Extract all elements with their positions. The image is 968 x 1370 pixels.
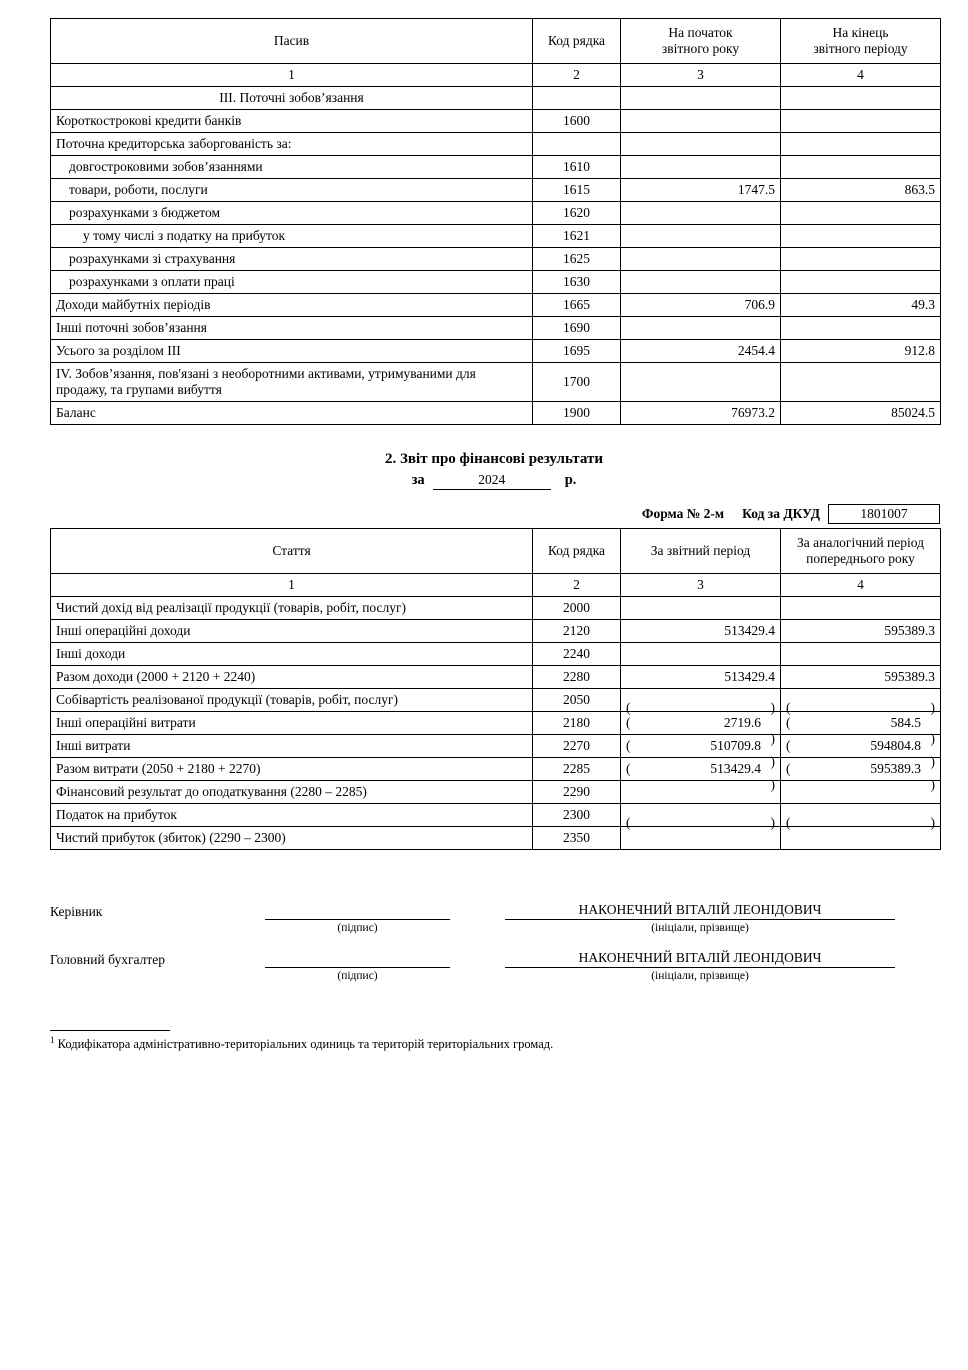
row-code: 1630	[533, 271, 621, 294]
row-code	[533, 133, 621, 156]
left-paren: (	[626, 700, 631, 715]
row-code: 2280	[533, 666, 621, 689]
accountant-name: НАКОНЕЧНИЙ ВІТАЛІЙ ЛЕОНІДОВИЧ	[505, 950, 895, 968]
right-paren: )	[770, 815, 775, 830]
row-start-value	[621, 363, 781, 402]
role-label-accountant: Головний бухгалтер	[50, 952, 165, 967]
za-label: за	[411, 472, 425, 488]
table-row	[51, 294, 941, 317]
row-code: 1695	[533, 340, 621, 363]
row-start-value	[621, 202, 781, 225]
colnum-1: 1	[51, 574, 533, 597]
row-previous-value: 595389.3	[870, 761, 921, 777]
row-previous-value	[781, 597, 941, 620]
row-current-value-cell	[621, 689, 781, 715]
header-end-of-period: На кінець звітного періоду	[781, 19, 941, 64]
caption-signature: (підпис)	[337, 970, 378, 982]
table-row	[51, 340, 941, 363]
row-code: 1700	[533, 363, 621, 402]
table-row	[51, 712, 941, 735]
row-current-value: 513429.4	[621, 620, 781, 643]
dkud-code-value: 1801007	[828, 504, 940, 524]
year-field[interactable]: 2024	[433, 472, 551, 490]
row-start-value	[621, 110, 781, 133]
colnum-2: 2	[533, 64, 621, 87]
table-row	[51, 666, 941, 689]
row-end-value	[781, 317, 941, 340]
row-label: Разом витрати (2050 + 2180 + 2270)	[51, 758, 533, 781]
signature-captions-director	[50, 922, 940, 934]
footnote-marker: 1	[50, 1035, 55, 1045]
row-code: 1621	[533, 225, 621, 248]
left-paren: (	[786, 715, 791, 731]
row-label: Фінансовий результат до оподаткування (2280 – 2285)	[51, 781, 533, 804]
row-current-value	[621, 643, 781, 666]
row-end-value	[781, 133, 941, 156]
signature-line-director[interactable]	[265, 904, 450, 920]
form-code-line	[50, 504, 940, 524]
row-label: IV. Зобов’язання, пов'язані з необоротними активами, утримуваними для продажу, та групами вибуття	[51, 363, 533, 402]
row-label: Чистий прибуток (збиток) (2290 – 2300)	[51, 827, 533, 850]
row-end-value	[781, 271, 941, 294]
row-end-value	[781, 87, 941, 110]
table-row	[51, 225, 941, 248]
row-previous-value: 595389.3	[781, 666, 941, 689]
colnum-3: 3	[621, 64, 781, 87]
header-start-of-year: На початок звітного року	[621, 19, 781, 64]
table-row	[51, 781, 941, 804]
caption-signature: (підпис)	[337, 922, 378, 934]
row-previous-value	[781, 827, 941, 850]
row-code: 2120	[533, 620, 621, 643]
row-current-value-cell	[621, 804, 781, 830]
row-label: III. Поточні зобов’язання	[51, 87, 533, 110]
right-paren: )	[930, 730, 935, 746]
row-code: 1600	[533, 110, 621, 133]
row-label: Доходи майбутніх періодів	[51, 294, 533, 317]
row-label: у тому числі з податку на прибуток	[51, 225, 533, 248]
table-row	[51, 620, 941, 643]
signature-line-accountant[interactable]	[265, 952, 450, 968]
left-paren: (	[626, 815, 631, 830]
row-label: Інші доходи	[51, 643, 533, 666]
column-number-row	[51, 64, 941, 87]
left-paren: (	[626, 761, 631, 777]
row-start-value	[621, 225, 781, 248]
table-header-row	[51, 529, 941, 574]
row-current-value: 2719.6	[723, 715, 761, 731]
row-start-value	[621, 133, 781, 156]
row-end-value	[781, 156, 941, 179]
row-end-value: 49.3	[781, 294, 941, 317]
row-current-value	[621, 597, 781, 620]
row-previous-value: 594804.8	[870, 738, 921, 754]
table-row	[51, 156, 941, 179]
right-paren: )	[930, 815, 935, 830]
colnum-2: 2	[533, 574, 621, 597]
row-code: 1620	[533, 202, 621, 225]
dkud-label: Код за ДКУД	[742, 506, 820, 521]
table-row	[51, 363, 941, 402]
row-label: Разом доходи (2000 + 2120 + 2240)	[51, 666, 533, 689]
colnum-1: 1	[51, 64, 533, 87]
left-paren: (	[626, 715, 631, 731]
right-paren: )	[770, 700, 775, 715]
row-end-value	[781, 248, 941, 271]
row-label: Інші операційні доходи	[51, 620, 533, 643]
row-code: 2180	[533, 712, 621, 735]
row-start-value	[621, 317, 781, 340]
left-paren: (	[626, 738, 631, 754]
signature-captions-accountant	[50, 970, 940, 982]
row-start-value	[621, 156, 781, 179]
report-year-line	[50, 472, 938, 490]
row-code: 2240	[533, 643, 621, 666]
row-end-value	[781, 225, 941, 248]
row-end-value	[781, 110, 941, 133]
table-row	[51, 133, 941, 156]
header-previous-period: За аналогічний період попереднього року	[781, 529, 941, 574]
table-header-row	[51, 19, 941, 64]
table-row	[51, 597, 941, 620]
section-2-title: 2. Звіт про фінансові результати	[385, 451, 603, 467]
row-previous-value-cell	[781, 758, 941, 792]
right-paren: )	[930, 776, 935, 792]
row-code: 2290	[533, 781, 621, 804]
right-paren: )	[770, 753, 775, 769]
colnum-3: 3	[621, 574, 781, 597]
row-code	[533, 87, 621, 110]
row-code: 2050	[533, 689, 621, 712]
row-code: 2270	[533, 735, 621, 758]
role-label-director: Керівник	[50, 904, 103, 919]
column-number-row	[51, 574, 941, 597]
right-paren: )	[770, 776, 775, 792]
row-code: 1900	[533, 402, 621, 425]
row-code: 1610	[533, 156, 621, 179]
row-label: Собівартість реалізованої продукції (товарів, робіт, послуг)	[51, 689, 533, 712]
signature-row-director	[50, 902, 940, 920]
row-code: 1615	[533, 179, 621, 202]
left-paren: (	[786, 815, 791, 830]
row-code: 2285	[533, 758, 621, 781]
row-previous-value	[781, 643, 941, 666]
row-code: 1625	[533, 248, 621, 271]
row-label: розрахунками з бюджетом	[51, 202, 533, 225]
footnote-body: Кодифікатора адміністративно-територіальних одиниць та територій територіальних громад.	[54, 1037, 554, 1052]
header-pasyv: Пасив	[51, 19, 533, 64]
table-row	[51, 248, 941, 271]
row-start-value	[621, 248, 781, 271]
table-row	[51, 202, 941, 225]
row-label: Поточна кредиторська заборгованість за:	[51, 133, 533, 156]
row-label: Податок на прибуток	[51, 804, 533, 827]
row-end-value	[781, 363, 941, 402]
row-label: розрахунками з оплати праці	[51, 271, 533, 294]
table-row	[51, 317, 941, 340]
row-current-value	[621, 781, 781, 804]
row-code: 1690	[533, 317, 621, 340]
row-start-value: 1747.5	[621, 179, 781, 202]
footnote-divider	[50, 1030, 170, 1031]
table-row	[51, 643, 941, 666]
row-label: Інші поточні зобов’язання	[51, 317, 533, 340]
signature-row-accountant	[50, 950, 940, 968]
row-code: 1665	[533, 294, 621, 317]
right-paren: )	[930, 753, 935, 769]
left-paren: (	[786, 761, 791, 777]
row-label: товари, роботи, послуги	[51, 179, 533, 202]
row-current-value: 513429.4	[710, 761, 761, 777]
row-label: Усього за розділом III	[51, 340, 533, 363]
table-row	[51, 735, 941, 758]
table-row	[51, 110, 941, 133]
table-row	[51, 804, 941, 827]
row-label: Інші операційні витрати	[51, 712, 533, 735]
row-code: 2350	[533, 827, 621, 850]
table-row	[51, 827, 941, 850]
row-current-value: 510709.8	[710, 738, 761, 754]
table-row	[51, 271, 941, 294]
row-previous-value	[781, 781, 941, 804]
table-row	[51, 179, 941, 202]
financial-results-table	[50, 528, 941, 850]
row-start-value	[621, 87, 781, 110]
row-current-value-cell	[621, 758, 781, 792]
row-end-value	[781, 202, 941, 225]
row-label: довгостроковими зобов’язаннями	[51, 156, 533, 179]
header-stattya: Стаття	[51, 529, 533, 574]
row-previous-value: 584.5	[890, 715, 921, 731]
row-code: 2000	[533, 597, 621, 620]
table-row	[51, 87, 941, 110]
colnum-4: 4	[781, 64, 941, 87]
row-previous-value-cell	[781, 804, 941, 830]
row-end-value: 912.8	[781, 340, 941, 363]
row-current-value	[621, 827, 781, 850]
right-paren: )	[770, 730, 775, 746]
row-start-value: 706.9	[621, 294, 781, 317]
year-unit-label: р.	[564, 472, 577, 488]
table-row	[51, 689, 941, 712]
footnote-text	[50, 1035, 938, 1052]
header-kod-ryadka: Код рядка	[533, 19, 621, 64]
row-label: розрахунками зі страхування	[51, 248, 533, 271]
header-kod-ryadka: Код рядка	[533, 529, 621, 574]
director-name: НАКОНЕЧНИЙ ВІТАЛІЙ ЛЕОНІДОВИЧ	[505, 902, 895, 920]
caption-initials: (ініціали, прізвище)	[651, 970, 749, 982]
row-end-value: 85024.5	[781, 402, 941, 425]
table-row	[51, 758, 941, 781]
row-label: Чистий дохід від реалізації продукції (товарів, робіт, послуг)	[51, 597, 533, 620]
row-previous-value: 595389.3	[781, 620, 941, 643]
footnote-section	[50, 1030, 938, 1052]
row-end-value: 863.5	[781, 179, 941, 202]
table-row	[51, 402, 941, 425]
colnum-4: 4	[781, 574, 941, 597]
balance-liabilities-table	[50, 18, 941, 425]
row-start-value: 2454.4	[621, 340, 781, 363]
row-start-value: 76973.2	[621, 402, 781, 425]
left-paren: (	[786, 738, 791, 754]
header-current-period: За звітний період	[621, 529, 781, 574]
row-previous-value-cell	[781, 689, 941, 715]
signature-block	[50, 902, 940, 982]
form-number-label: Форма № 2-м	[641, 506, 725, 521]
row-label: Баланс	[51, 402, 533, 425]
row-current-value: 513429.4	[621, 666, 781, 689]
row-code: 2300	[533, 804, 621, 827]
left-paren: (	[786, 700, 791, 715]
row-label: Короткострокові кредити банків	[51, 110, 533, 133]
caption-initials: (ініціали, прізвище)	[651, 922, 749, 934]
right-paren: )	[930, 700, 935, 715]
row-label: Інші витрати	[51, 735, 533, 758]
row-start-value	[621, 271, 781, 294]
